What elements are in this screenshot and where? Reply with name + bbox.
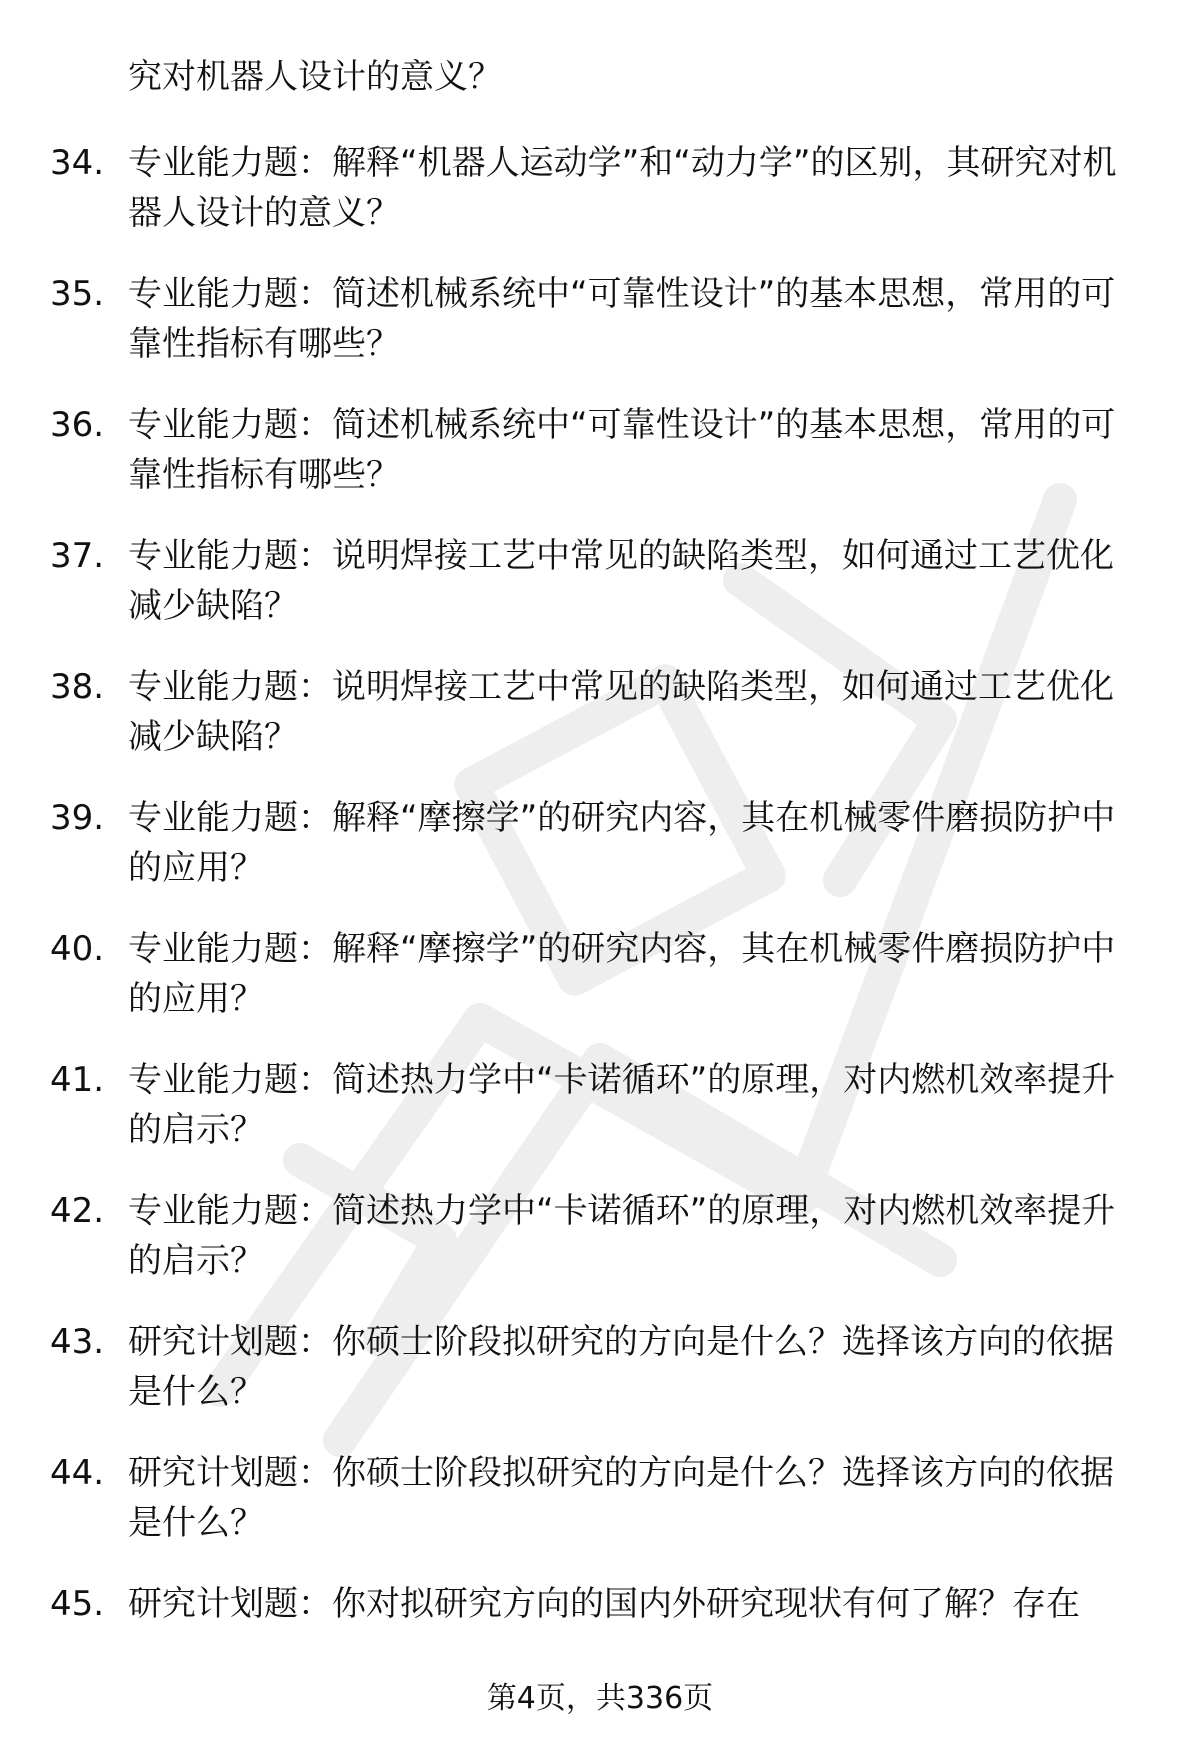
question-text: 研究计划题：你对拟研究方向的国内外研究现状有何了解？存在 <box>128 1584 1080 1624</box>
question-item <box>0 1448 1200 1579</box>
question-item <box>0 1186 1200 1317</box>
question-item <box>0 924 1200 1055</box>
question-text: 专业能力题：简述机械系统中“可靠性设计”的基本思想，常用的可靠性指标有哪些？ <box>128 405 1116 495</box>
question-item <box>0 400 1200 531</box>
question-number: 39. <box>50 798 105 838</box>
question-text: 专业能力题：说明焊接工艺中常见的缺陷类型，如何通过工艺优化减少缺陷？ <box>128 667 1114 757</box>
question-text: 专业能力题：解释“摩擦学”的研究内容，其在机械零件磨损防护中的应用？ <box>128 929 1116 1019</box>
question-text: 专业能力题：简述热力学中“卡诺循环”的原理，对内燃机效率提升的启示？ <box>128 1060 1116 1150</box>
page-footer: 第4页，共336页 <box>486 1681 714 1716</box>
question-number: 44. <box>50 1453 105 1493</box>
question-item <box>0 662 1200 793</box>
question-text: 研究计划题：你硕士阶段拟研究的方向是什么？选择该方向的依据是什么？ <box>128 1453 1114 1543</box>
question-number: 45. <box>50 1584 105 1624</box>
question-number: 36. <box>50 405 105 445</box>
question-text: 专业能力题：解释“摩擦学”的研究内容，其在机械零件磨损防护中的应用？ <box>128 798 1116 888</box>
question-number: 42. <box>50 1191 105 1231</box>
question-text: 专业能力题：解释“机器人运动学”和“动力学”的区别，其研究对机器人设计的意义？ <box>128 143 1117 233</box>
question-number: 34. <box>50 143 105 183</box>
question-text: 专业能力题：简述热力学中“卡诺循环”的原理，对内燃机效率提升的启示？ <box>128 1191 1116 1281</box>
question-text: 专业能力题：说明焊接工艺中常见的缺陷类型，如何通过工艺优化减少缺陷？ <box>128 536 1114 626</box>
question-text: 专业能力题：简述机械系统中“可靠性设计”的基本思想，常用的可靠性指标有哪些？ <box>128 274 1116 364</box>
question-number: 37. <box>50 536 105 576</box>
question-item <box>0 138 1200 269</box>
question-item <box>0 269 1200 400</box>
question-item <box>0 1317 1200 1448</box>
question-list <box>0 138 1200 1710</box>
question-number: 38. <box>50 667 105 707</box>
continuation-line: 究对机器人设计的意义？ <box>128 57 502 97</box>
question-number: 41. <box>50 1060 105 1100</box>
question-number: 43. <box>50 1322 105 1362</box>
question-item <box>0 531 1200 662</box>
question-text: 研究计划题：你硕士阶段拟研究的方向是什么？选择该方向的依据是什么？ <box>128 1322 1114 1412</box>
question-number: 35. <box>50 274 105 314</box>
question-item <box>0 793 1200 924</box>
question-item <box>0 1055 1200 1186</box>
question-number: 40. <box>50 929 105 969</box>
